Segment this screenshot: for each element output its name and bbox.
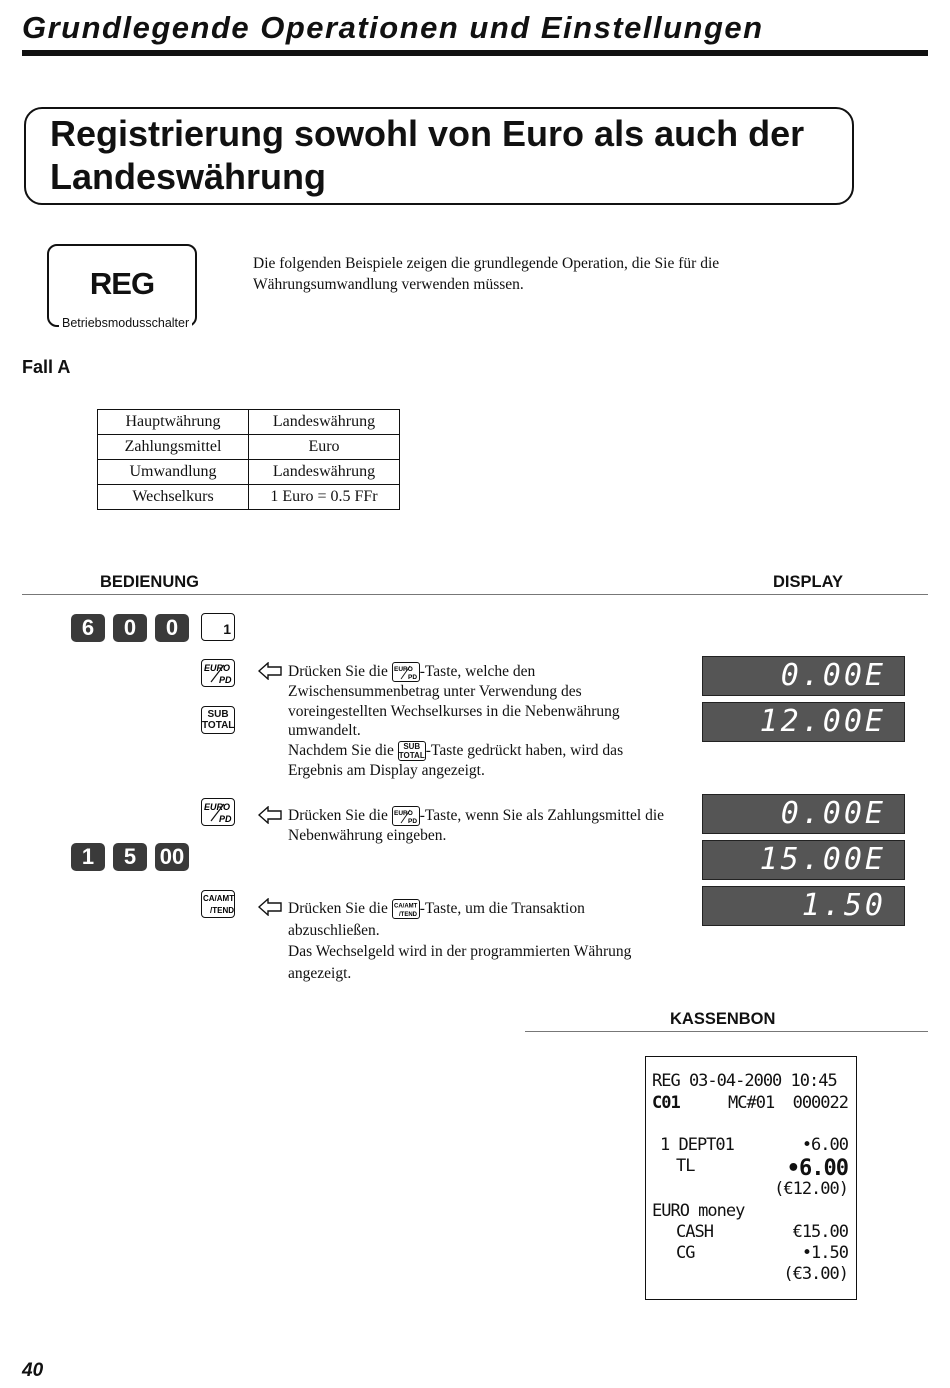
step-3-line-1 (288, 898, 688, 920)
table-cell-value: 1 Euro = 0.5 FFr (249, 485, 400, 510)
display-heading: DISPLAY (773, 573, 843, 591)
table-cell-label: Zahlungsmittel (98, 435, 249, 460)
mode-name: REG (89, 266, 155, 301)
ca-key-bottom-label: /TEND (398, 912, 417, 919)
ca-amt-tend-inline-key (392, 899, 420, 919)
step-1-description (288, 662, 688, 781)
intro-line-2: Währungsumwandlung verwenden müssen. (253, 276, 524, 293)
chapter-title: Grundlegende Operationen und Einstellungen (22, 10, 764, 45)
table-cell-value: Euro (249, 435, 400, 460)
key-00: 00 (155, 843, 189, 871)
subtotal-inline-key (398, 741, 426, 761)
receipt-machine: MC#01 (728, 1093, 775, 1113)
table-cell-label: Wechselkurs (98, 485, 249, 510)
step-1-line-5 (288, 741, 688, 761)
step-1-line-1 (288, 662, 688, 682)
receipt-line-6 (652, 1201, 848, 1223)
euro-key-bottom-label: PD (219, 675, 232, 685)
receipt-cash-label: CASH (676, 1222, 713, 1242)
receipt-clerk: C01 (652, 1093, 680, 1113)
receipt-line-7 (652, 1222, 848, 1244)
display-readout-5: 1.50 (702, 886, 905, 926)
receipt-item-amount: •6.00 (801, 1135, 848, 1155)
table-row (98, 460, 400, 485)
section-title-line-2: Landeswährung (50, 156, 327, 197)
step-2-description (288, 806, 688, 846)
receipt-item-label: 1 DEPT01 (660, 1135, 734, 1155)
step-1-text-d: -Taste gedrückt haben, wird das (425, 741, 624, 759)
euro-key-top-label: EURO (204, 802, 231, 812)
mode-switch-box (47, 244, 197, 330)
step-1-text-b: -Taste, welche den (419, 663, 536, 680)
section-title-box (24, 107, 854, 205)
key-0: 0 (113, 614, 147, 642)
key-6: 6 (71, 614, 105, 642)
key-0: 0 (155, 614, 189, 642)
receipt-number: 000022 (792, 1093, 848, 1113)
euro-key-top-label: EURO (393, 666, 413, 674)
receipt-change-euro: (€3.00) (783, 1264, 848, 1284)
receipt-line-1 (652, 1071, 848, 1093)
receipt-total-euro: (€12.00) (774, 1179, 848, 1199)
subtotal-key (201, 706, 235, 734)
receipt-euro-label: EURO money (652, 1201, 745, 1221)
receipt (645, 1056, 857, 1300)
dept-key-1: 1 (201, 613, 235, 641)
step-3-line-4: angezeigt. (288, 964, 352, 982)
step-2-text-b: -Taste, wenn Sie als Zahlungsmittel die (419, 807, 665, 824)
subtotal-key-line2: TOTAL (202, 720, 235, 731)
table-cell-label: Hauptwährung (98, 410, 249, 435)
step-3-text-b: -Taste, um die Transaktion (419, 900, 585, 917)
step-1-line-4: umwandelt. (288, 722, 361, 740)
step-2-line-1 (288, 806, 688, 826)
step-3-text-a: Drücken Sie die (288, 900, 388, 917)
step-2-text-a: Drücken Sie die (288, 807, 388, 824)
receipt-total-amount: •6.00 (786, 1156, 848, 1181)
ca-key-bottom-label: /TEND (210, 906, 234, 915)
display-readout-4: 15.00E (702, 840, 905, 880)
display-readout-3: 0.00E (702, 794, 905, 834)
step-1-line-3: voreingestellten Wechselkurses in die Nebenwährung (288, 702, 620, 720)
receipt-rule (525, 1031, 928, 1032)
euro-key-top-label: EURO (393, 810, 413, 818)
page-number: 40 (22, 1360, 44, 1381)
euro-key-bottom-label: PD (407, 674, 417, 682)
left-arrow-icon (258, 662, 282, 680)
euro-pd-inline-key (392, 662, 420, 682)
section-title-line-1: Registrierung sowohl von Euro als auch der (50, 113, 805, 154)
table-cell-value: Landeswährung (249, 410, 400, 435)
settings-table (97, 409, 400, 510)
step-2-line-2: Nebenwährung eingeben. (288, 827, 447, 845)
euro-key-top-label: EURO (204, 663, 231, 673)
receipt-line-5 (652, 1179, 848, 1201)
subtotal-key-line1: SUB (207, 709, 229, 720)
subtotal-key-line2: TOTAL (398, 750, 425, 760)
receipt-cash-amount: €15.00 (792, 1222, 848, 1242)
euro-key-bottom-label: PD (407, 818, 417, 826)
receipt-line-2 (652, 1093, 848, 1115)
table-cell-label: Umwandlung (98, 460, 249, 485)
ca-amt-tend-key (201, 890, 235, 918)
mode-caption: Betriebsmodusschalter (59, 316, 192, 330)
ca-key-top-label: CA/AMT (203, 894, 234, 903)
receipt-change-label: CG (676, 1243, 695, 1263)
euro-key-bottom-label: PD (219, 814, 232, 824)
display-readout-1: 0.00E (702, 656, 905, 696)
receipt-heading: KASSENBON (670, 1010, 776, 1028)
step-1-text-c: Nachdem Sie die (288, 741, 394, 759)
display-readout-2: 12.00E (702, 702, 905, 742)
receipt-line-9 (652, 1264, 848, 1286)
ca-key-top-label: CA/AMT (393, 903, 418, 910)
euro-pd-inline-key (392, 806, 420, 826)
key-1: 1 (71, 843, 105, 871)
receipt-header-text: REG 03-04-2000 10:45 (652, 1071, 837, 1091)
intro-text (253, 253, 833, 295)
operation-rule (22, 594, 928, 595)
step-1-line-2: Zwischensummenbetrag unter Verwendung des (288, 683, 582, 701)
table-row (98, 410, 400, 435)
subtotal-key-line1: SUB (403, 742, 421, 752)
left-arrow-icon (258, 806, 282, 824)
case-label: Fall A (22, 357, 71, 377)
receipt-line-3 (652, 1135, 848, 1157)
header-rule (22, 50, 928, 56)
operation-heading: BEDIENUNG (100, 573, 200, 591)
step-3-line-2: abzuschließen. (288, 921, 380, 939)
table-row (98, 485, 400, 510)
euro-pd-key (201, 659, 235, 687)
step-3-description (288, 898, 688, 984)
receipt-total-label: TL (676, 1156, 695, 1176)
step-1-text-a: Drücken Sie die (288, 663, 388, 680)
key-5: 5 (113, 843, 147, 871)
left-arrow-icon (258, 898, 282, 916)
step-3-line-3: Das Wechselgeld wird in der programmierten Währung (288, 943, 632, 960)
euro-pd-key (201, 798, 235, 826)
step-1-line-6: Ergebnis am Display angezeigt. (288, 762, 485, 780)
table-row (98, 435, 400, 460)
table-cell-value: Landeswährung (249, 460, 400, 485)
receipt-line-8 (652, 1243, 848, 1265)
receipt-change-amount: •1.50 (801, 1243, 848, 1263)
intro-line-1: Die folgenden Beispiele zeigen die grundlegende Operation, die Sie für die (253, 255, 720, 272)
